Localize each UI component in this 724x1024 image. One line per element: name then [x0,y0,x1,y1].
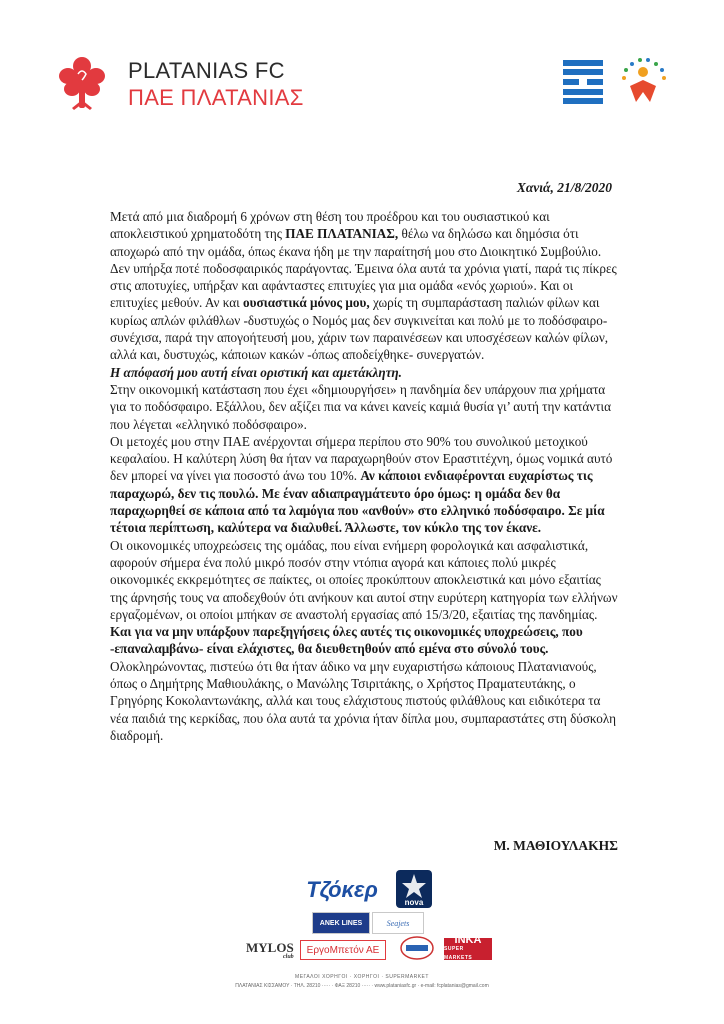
text-run: Ολοκληρώνοντας, πιστεύω ότι θα ήταν άδικο να μην ευχαριστήσω κάποιους Πλατανιανούς, όπως ο Δημήτρης Μαθιουλάκης, ο Μανώλης Τσιριτάκης, ο Χρήστος Πραματευτάκης, ο Γρηγόρης Κοκολαντωνάκης, αλλά και τους ελάχιστους πιστούς φιλάθλους και ειδικότερα τα νέα παιδιά της κερκίδας, που όλα αυτά τα χρόνια ήταν δίπλα μου, συμπαραστάτες στη δύσκολη διαδρομή. [110,658,617,743]
letter-date: Χανιά, 21/8/2020 [516,180,612,195]
letter-paragraph [110,433,620,537]
joker-sponsor-logo [302,872,382,908]
letter-paragraph [110,208,620,260]
mylos-sponsor-logo [246,940,294,960]
brand-name-latin: PLATANIAS FC [128,58,285,83]
letter-paragraph [110,537,620,658]
text-run: Στην οικονομική κατάσταση που έχει «δημιουργήσει» η πανδημία δεν υπάρχουν πια χρήματα για το ποδόσφαιρο. Εξάλλου, δεν αξίζει πια να κάνει κανείς καμιά θυσία γι’ αυτή την κατάντια που λέγεται «ελληνικό ποδόσφαιρο». [110,381,612,432]
text-run: ουσιαστικά μόνος μου, [243,295,370,311]
letter-paragraph [110,364,620,381]
text-run: Και για να μην υπάρξουν παρεξηγήσεις όλες αυτές τις οικονομικές υποχρεώσεις, που -επαναλαμβάνω- είναι ελάχιστες, θα διευθετηθούν από εμένα στο σύνολό τους. [110,624,583,657]
letter-paragraph [110,658,620,744]
mylos-sponsor-text: MYLOS [246,940,294,955]
anek-lines-sponsor-logo: ANEK LINES [312,912,370,934]
inka-sponsor-logo [444,933,492,961]
round-sponsor-logo-icon [398,934,436,962]
letter-body [110,208,620,744]
greek-flag-stripes-icon [563,60,603,104]
text-run: Δεν υπήρξα ποτέ ποδοσφαιρικός παράγοντας. Έμεινα όλα αυτά τα χρόνια γιατί, παρά τις πίκρες στις αποτυχίες, υπήρξαν και αφάνταστες επιτυχίες για μια ομάδα «ενός χωριού». Και οι επιτυχίες μεθούν. Αν και [110,260,617,311]
nova-sponsor-text: nova [404,898,424,907]
joker-sponsor-text: Τζόκερ [306,877,378,902]
letter-paragraph [110,260,620,364]
text-run: Οι οικονομικές υποχρεώσεις της ομάδας, που είναι ενήμερη φορολογικά και ασφαλιστικά, αφορούν σήμερα ένα πολύ μικρό ποσόν στην ντόπια αγορά και κάποιες πολύ μικρές οικονομικές εκκρεμότητες σε παίκτες, οι οποίες προκύπτουν αποκλειστικά και μόνο εξαιτίας της άρνησής τους να αποδεχθούν ότι ανήκουν και αυτοί στην ευρύτερη κατηγορία των ελλήνων εργαζομένων, οι οποίοι μπήκαν σε αναστολή εργασίας από 15/3/20, εξαιτίας της πανδημίας. [110,537,618,622]
footer-contact-line: ΠΛΑΤΑΝΙΑΣ ΚΙΣΣΑΜΟΥ · ΤΗΛ. 28210 ····· · ΦΑΞ 28210 ····· · www.plataniasfc.gr · e-mail: fcplatanias@gmail.com [235,983,489,989]
letter-signature: Μ. ΜΑΘΙΟΥΛΑΚΗΣ [493,838,618,853]
platanias-tree-logo-icon [58,56,106,112]
seajets-sponsor-logo: Seajets [372,912,424,934]
header-logo [58,52,318,122]
text-run: Η απόφασή μου αυτή είναι οριστική και αμετάκλητη. [110,364,402,380]
text-run: ΠΑΕ ΠΛΑΤΑΝΙΑΣ, [285,226,399,242]
inka-sponsor-text: ΙΝΚΑ [454,933,482,946]
text-run: Μετά από μια διαδρομή 6 χρόνων στη θέση του προέδρου και του ουσιαστικού και αποκλειστικού χρηματοδότη της [110,209,550,242]
text-run: θέλω να δηλώσω και δημόσια ότι αποχωρώ από την ομάδα, όπως έκανα ήδη με την παραίτησή μου στο Διοικητικό Συμβούλιο. [110,226,602,259]
inka-sponsor-sub: SUPER MARKETS [444,945,473,961]
people-circle-logo-icon [620,56,666,108]
text-run: Οι μετοχές μου στην ΠΑΕ ανέρχονται σήμερα περίπου στο 90% του συνολικού μετοχικού κεφαλαίου. Η καλύτερη λύση θα ήταν να παραχωρηθούν στον Εραστιτέχνη, όμως νομικά αυτό δεν μπορεί να γίνει για ποσοστό άνω του 10%. [110,433,613,484]
ergompeton-sponsor-logo: ΕργοΜπετόν ΑΕ [300,940,386,960]
nova-sponsor-logo [396,870,432,908]
footer-sponsors-line: ΜΕΓΑΛΟΙ ΧΟΡΗΓΟΙ · ΧΟΡΗΓΟΙ · SUPERMARKET [295,974,429,980]
brand-name-greek: ΠΑΕ ΠΛΑΤΑΝΙΑΣ [128,85,304,110]
text-run: Αν κάποιοι ενδιαφέρονται ευχαρίστως τις παραχωρώ, δεν τις πουλώ. Με έναν αδιαπραγμάτευτο όρο όμως: η ομάδα δεν θα παραχωρηθεί σε κάποια από τα λαμόγια που «ανθούν» στο ελληνικό ποδόσφαιρο. Σε μία τέτοια περίπτωση, καλύτερα να διαλυθεί. Άλλωστε, τον κύκλο της τον έκανε. [110,468,605,536]
letter-paragraph [110,381,620,433]
text-run: χωρίς τη συμπαράσταση παλιών φίλων και κυρίως απλών φιλάθλων -δυστυχώς ο Νομός μας δεν συγκινείται και πολύ με το ποδόσφαιρο- συνέχισα, παρά την απογοήτευσή μου, χάριν των παραινέσεων και υποσχέσεων καλών φίλων, αλλά και, δυστυχώς, κάποιων κακών -όπως αποδείχθηκε- συνεργατών. [110,295,609,363]
mylos-sponsor-sub: club [283,954,294,960]
